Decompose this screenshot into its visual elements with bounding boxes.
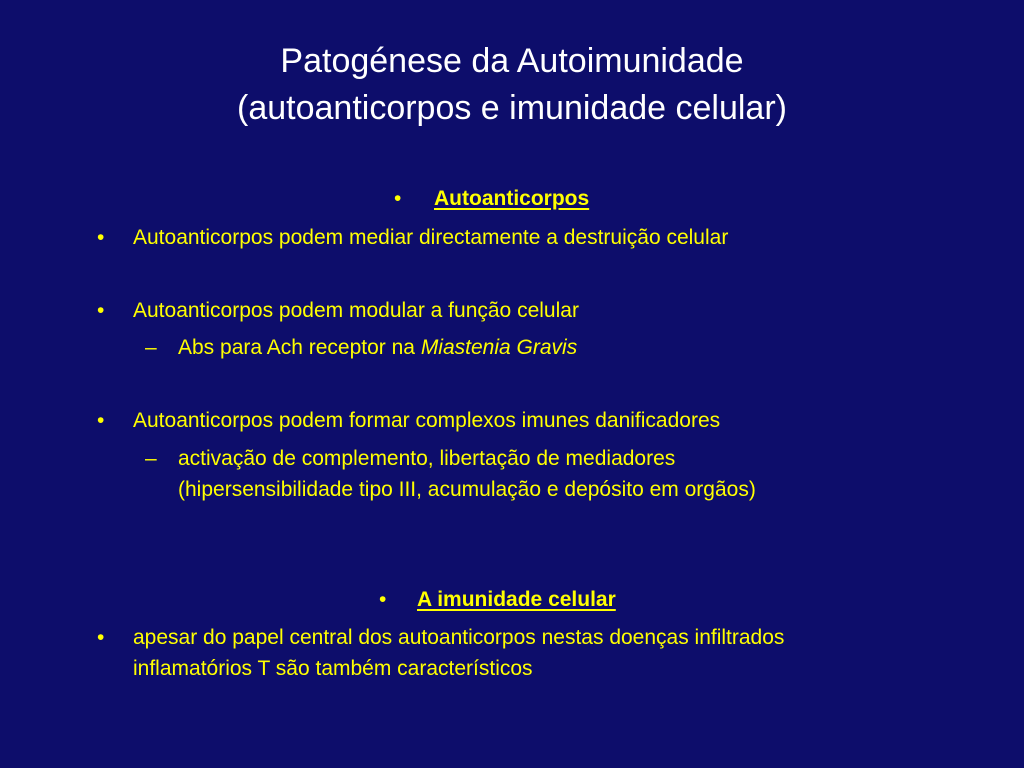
sub-bullet-2-1-italic: Miastenia Gravis <box>420 336 578 359</box>
section2-bullet-1-line-1: apesar do papel central dos autoanticorpos nestas doenças infiltrados <box>133 626 785 649</box>
sub-bullet-3-1-dash: – <box>145 447 157 470</box>
section2-heading-bullet: • <box>379 588 387 611</box>
bullet-3-dot: • <box>97 409 105 432</box>
sub-bullet-2-1-dash: – <box>145 336 157 359</box>
bullet-1-dot: • <box>97 226 105 249</box>
section1-heading: Autoanticorpos <box>434 187 590 210</box>
bullet-2-dot: • <box>97 299 105 322</box>
sub-bullet-3-1-line-2: (hipersensibilidade tipo III, acumulação e depósito em orgãos) <box>178 478 756 501</box>
sub-bullet-3-1-line-1: activação de complemento, libertação de mediadores <box>178 447 676 470</box>
section1-heading-bullet: • <box>394 187 402 210</box>
bullet-1-text: Autoanticorpos podem mediar directamente a destruição celular <box>133 226 729 249</box>
slide-title-line-2: (autoanticorpos e imunidade celular) <box>237 89 787 127</box>
section2-bullet-1-dot: • <box>97 626 105 649</box>
section2-heading: A imunidade celular <box>417 588 616 611</box>
sub-bullet-2-1-prefix: Abs para Ach receptor na <box>178 336 421 359</box>
sub-bullet-2-1-text <box>178 334 577 362</box>
bullet-2-text: Autoanticorpos podem modular a função celular <box>133 299 579 322</box>
bullet-3-text: Autoanticorpos podem formar complexos imunes danificadores <box>133 409 721 432</box>
section2-bullet-1-line-2: inflamatórios T são também característicos <box>133 657 533 680</box>
slide-title-line-1: Patogénese da Autoimunidade <box>280 42 744 80</box>
